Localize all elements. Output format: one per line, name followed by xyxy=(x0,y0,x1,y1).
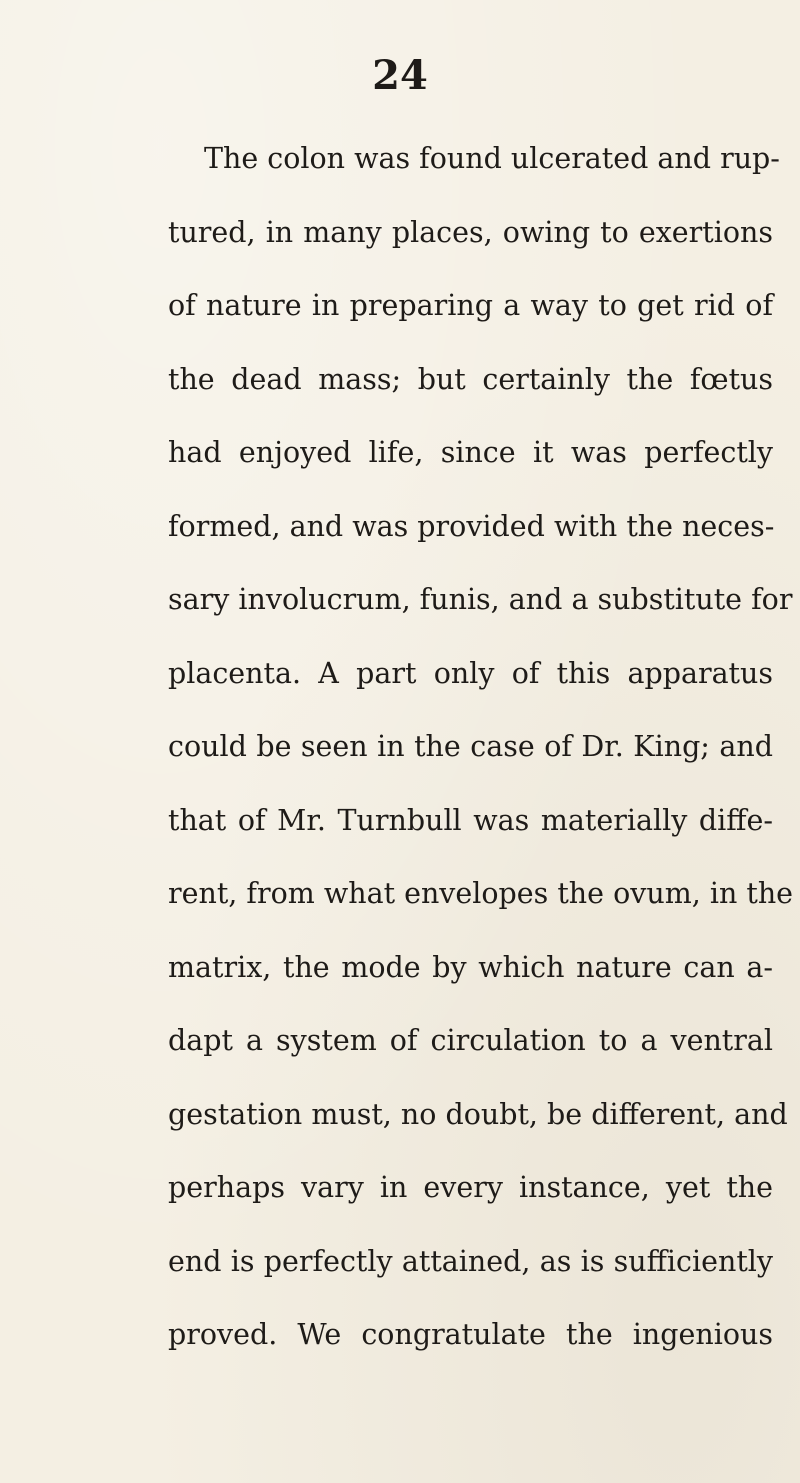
text-line: dapt a system of circulation to a ventral xyxy=(168,1024,773,1057)
text-line: The colon was found ulcerated and rup- xyxy=(204,142,780,175)
text-line: end is perfectly attained, as is sufficiently xyxy=(168,1244,773,1278)
text-line: had enjoyed life, since it was perfectly xyxy=(168,436,773,469)
text-line: sary involucrum, funis, and a substitute for xyxy=(168,583,793,616)
text-line: that of Mr. Turnbull was materially diffe- xyxy=(168,803,773,837)
text-line: placenta. A part only of this apparatus xyxy=(168,656,773,690)
text-line: formed, and was provided with the neces- xyxy=(168,509,775,543)
text-line: matrix, the mode by which nature can a- xyxy=(168,950,773,984)
text-line: could be seen in the case of Dr. King; and xyxy=(168,730,773,763)
text-line: perhaps vary in every instance, yet the xyxy=(168,1171,773,1204)
text-line: gestation must, no doubt, be different, and xyxy=(168,1097,788,1131)
page-number: 24 xyxy=(372,52,428,99)
body-text xyxy=(168,122,794,1372)
text-line: rent, from what envelopes the ovum, in the xyxy=(168,877,794,910)
text-line: proved. We congratulate the ingenious xyxy=(168,1318,773,1351)
text-line: tured, in many places, owing to exertions xyxy=(168,215,773,249)
text-line: the dead mass; but certainly the fœtus xyxy=(168,362,773,396)
text-line: of nature in preparing a way to get rid of xyxy=(168,289,773,322)
